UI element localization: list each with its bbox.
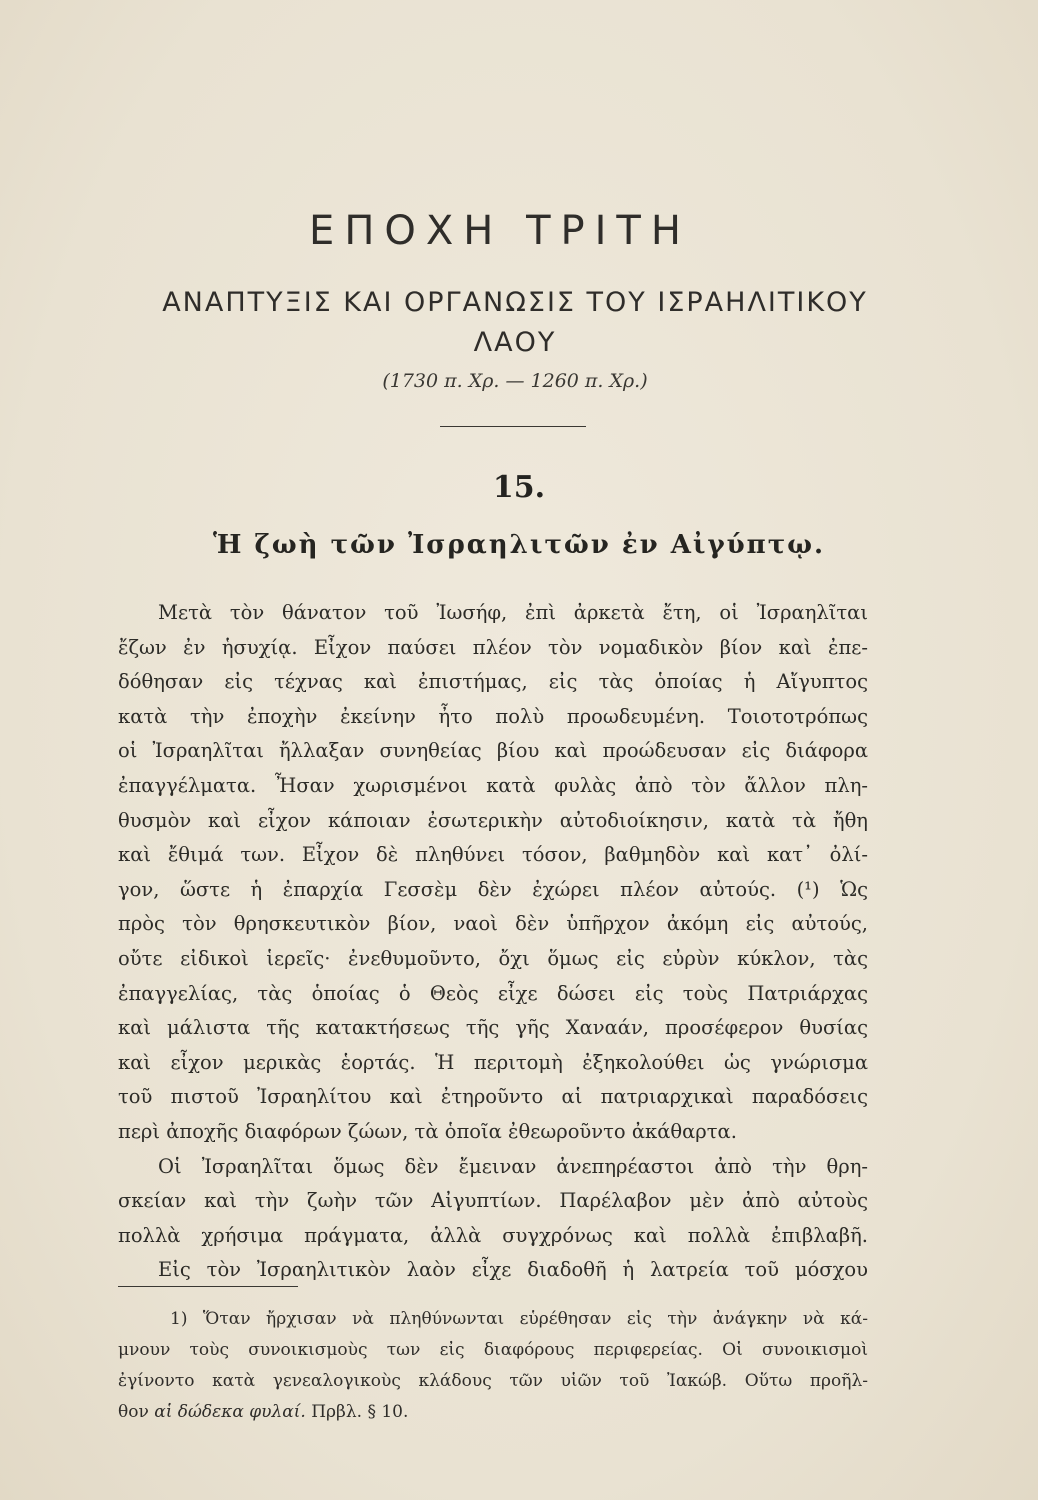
footnote-line: ἐγίνοντο κατὰ γενεαλογικοὺς κλάδους τῶν υἱῶν τοῦ Ἰακώβ. Οὕτω προῆλ- bbox=[118, 1371, 868, 1391]
body-line: ἐπαγγελίας, τὰς ὁποίας ὁ Θεὸς εἶχε δώσει εἰς τοὺς Πατριάρχας bbox=[118, 981, 868, 1005]
body-line: δόθησαν εἰς τέχνας καὶ ἐπιστήμας, εἰς τὰς ὁποίας ἡ Αἴγυπτος bbox=[118, 670, 868, 694]
body-line: καὶ μάλιστα τῆς κατακτήσεως τῆς γῆς Χαναάν, προσέφερον θυσίας bbox=[118, 1016, 868, 1040]
body-line: καὶ εἶχον μερικὰς ἑορτάς. Ἡ περιτομὴ ἐξηκολούθει ὡς γνώρισμα bbox=[118, 1050, 868, 1074]
body-line: καὶ ἔθιμά των. Εἶχον δὲ πληθύνει τόσον, βαθμηδὸν καὶ κατ᾽ ὀλί- bbox=[118, 843, 868, 867]
date-range: (1730 π. Χρ. — 1260 π. Χρ.) bbox=[382, 370, 648, 392]
section-title: Ἡ ζωὴ τῶν Ἰσραηλιτῶν ἐν Αἰγύπτῳ. bbox=[212, 530, 826, 560]
body-line: Οἱ Ἰσραηλῖται ὅμως δὲν ἔμειναν ἀνεπηρέαστοι ἀπὸ τὴν θρη- bbox=[158, 1154, 868, 1178]
chapter-title-line-1: ΑΝΑΠΤΥΞΙΣ ΚΑΙ ΟΡΓΑΝΩΣΙΣ ΤΟΥ ΙΣΡΑΗΛΙΤΙΚΟΥ bbox=[162, 287, 868, 318]
footnote bbox=[118, 1304, 868, 1428]
body-line: πολλὰ χρήσιμα πράγματα, ἀλλὰ συγχρόνως καὶ πολλὰ ἐπιβλαβῆ. bbox=[118, 1223, 868, 1247]
section-number: 15. bbox=[492, 470, 546, 505]
body-line: ἐπαγγέλματα. Ἦσαν χωρισμένοι κατὰ φυλὰς ἀπὸ τὸν ἄλλον πλη- bbox=[118, 773, 868, 797]
chapter-title-line-2: ΛΑΟΥ bbox=[473, 327, 557, 358]
body-text bbox=[118, 596, 868, 1288]
body-line: γον, ὥστε ἡ ἐπαρχία Γεσσὲμ δὲν ἐχώρει πλέον αὐτούς. (¹) Ὡς bbox=[118, 877, 868, 901]
body-line: οὔτε εἰδικοὶ ἱερεῖς· ἐνεθυμοῦντο, ὄχι ὅμως εἰς εὐρὺν κύκλον, τὰς bbox=[118, 946, 868, 970]
footnote-line: 1) Ὅταν ἤρχισαν νὰ πληθύνωνται εὑρέθησαν εἰς τὴν ἀνάγκην νὰ κά- bbox=[170, 1309, 868, 1329]
body-line: κατὰ τὴν ἐποχὴν ἐκείνην ἦτο πολὺ προωδευμένη. Τοιοτοτρόπως bbox=[118, 704, 868, 728]
body-line: ἔζων ἐν ἡσυχίᾳ. Εἶχον παύσει πλέον τὸν νομαδικὸν βίον καὶ ἐπε- bbox=[118, 635, 868, 659]
body-line: οἱ Ἰσραηλῖται ἤλλαξαν συνηθείας βίου καὶ προώδευσαν εἰς διάφορα bbox=[118, 739, 868, 763]
body-line: σκείαν καὶ τὴν ζωὴν τῶν Αἰγυπτίων. Παρέλαβον μὲν ἀπὸ αὐτοὺς bbox=[118, 1189, 868, 1213]
body-line: πρὸς τὸν θρησκευτικὸν βίον, ναοὶ δὲν ὑπῆρχον ἀκόμη εἰς αὐτούς, bbox=[118, 912, 868, 936]
body-line: Εἰς τὸν Ἰσραηλιτικὸν λαὸν εἶχε διαδοθῆ ἡ λατρεία τοῦ μόσχου bbox=[158, 1258, 868, 1282]
footnote-reference: Πρβλ. § 10. bbox=[311, 1402, 409, 1422]
title-divider bbox=[440, 426, 586, 427]
era-title: ΕΠΟΧΗ ΤΡΙΤΗ bbox=[309, 208, 691, 254]
chapter-title bbox=[120, 283, 910, 363]
footnote-italic-text: αἱ δώδεκα φυλαί. bbox=[154, 1402, 306, 1422]
footnote-divider bbox=[118, 1286, 298, 1287]
body-line: θυσμὸν καὶ εἶχον κάποιαν ἐσωτερικὴν αὐτοδιοίκησιν, κατὰ τὰ ἤθη bbox=[118, 808, 868, 832]
footnote-line bbox=[118, 1397, 868, 1428]
footnote-text: θον bbox=[118, 1402, 149, 1422]
body-line: τοῦ πιστοῦ Ἰσραηλίτου καὶ ἐτηροῦντο αἱ πατριαρχικαὶ παραδόσεις bbox=[118, 1085, 868, 1109]
body-line: περὶ ἀποχῆς διαφόρων ζώων, τὰ ὁποῖα ἐθεωροῦντο ἀκάθαρτα. bbox=[118, 1119, 737, 1143]
footnote-line: μνουν τοὺς συνοικισμοὺς των εἰς διαφόρους περιφερείας. Οἱ συνοικισμοὶ bbox=[118, 1340, 868, 1360]
body-line: Μετὰ τὸν θάνατον τοῦ Ἰωσήφ, ἐπὶ ἀρκετὰ ἔτη, οἱ Ἰσραηλῖται bbox=[158, 601, 868, 624]
